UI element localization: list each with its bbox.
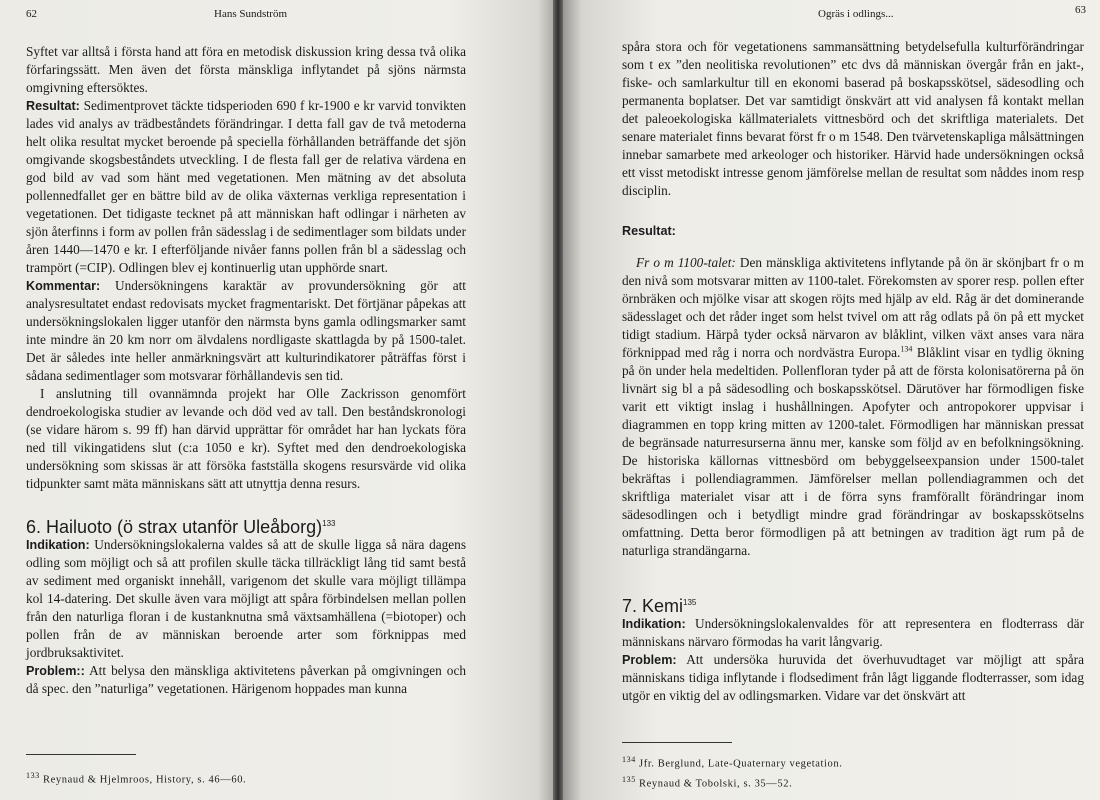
paragraph: spåra stora och för vegetationens sammansättning betydelsefulla kulturförändringar som t ex ”den neolitiska revolutionen” etc dvs då människan övergår från en jakt-, fiske- och samlarkultur till en ekonomi baserad på boskapsskötsel, sädesodling och permanenta boplatser. Det var samtidigt önskvärt att vid analysen få kontakt mellan det paleoekologiska källmaterialets vittnesbörd och det skriftliga materialets. Det senare materialet finns bevarat först fr o m 1548. Den tvärvetenskapliga målsättningen innebar samarbete med arkeologer och historiker. Härvid hade undersökningen också ett visst metodiskt intresse genom jämförelse mellan de resultat som nåddes inom resp disciplin.	[622, 39, 1084, 198]
right-page	[560, 0, 1100, 800]
footnote-ref: 133	[322, 519, 336, 528]
heading-text: 7. Kemi	[622, 596, 684, 616]
problem-label: Problem::	[26, 664, 85, 678]
footnote-rule	[622, 742, 732, 743]
footnote-number: 134	[622, 755, 636, 764]
left-body-text	[26, 43, 466, 698]
resultat-text: Den mänskliga aktivitetens inflytande på ön är skönjbart fr o m den nivå som motsvarar mitten av 1100-talet. Förekomsten av sporer resp. pollen efter örnbräken och mjölke visar att skogen röjts med hjälp av eld. Råg är det dominerande sädesslaget och det råder inget som helst tvivel om att råg odlats på ön på ett mycket tidigt stadium. Härpå tyder också närvaron av blåklint, vilken växt anses vara nära förknippad med råg i norra och nordvästra Europa.	[622, 255, 1084, 360]
indikation-label: Indikation:	[26, 538, 90, 552]
paragraph: Syftet var alltså i första hand att föra en metodisk diskussion kring dessa två olika förfaringssätt. Men även det första mänskliga inflytandet på sjöns närmsta omgivning eftersöktes.	[26, 44, 466, 95]
page-number: 63	[1075, 4, 1086, 16]
paragraph	[26, 536, 466, 662]
footnote	[26, 768, 246, 788]
footnote-text: Reynaud & Tobolski, s. 35—52.	[635, 778, 793, 789]
footnote-ref: 135	[683, 598, 697, 607]
indikation-text: Undersökningslokalerna valdes så att de skulle ligga så nära dagens odling som möjligt och så att profilen skulle täcka tillräckligt lång tid samt bestå av sediment med organiskt innehåll, varigenom det skulle vara möjligt tillämpa kol 14-datering. Det skulle även vara möjligt att spåra förbindelsen mellan pollen från den naturliga floran i de kustanknutna små växtsamhällena (=biotoper) och pollen från de av människan beroende arter som förknippas med jordbruksaktivitet.	[26, 537, 466, 660]
running-head: Hans Sundström	[214, 8, 288, 20]
paragraph	[26, 277, 466, 385]
footnote-text: Jfr. Berglund, Late-Quaternary vegetation.	[635, 758, 843, 770]
paragraph	[26, 97, 466, 277]
paragraph	[622, 615, 1084, 651]
paragraph	[622, 254, 1084, 560]
book-gutter	[553, 0, 563, 800]
resultat-label: Resultat:	[26, 99, 80, 113]
period-label: Fr o m 1100-talet:	[636, 255, 736, 270]
footnote-text: Reynaud & Hjelmroos, History, s. 46—60.	[39, 774, 247, 786]
kommentar-label: Kommentar:	[26, 279, 101, 293]
right-body-text	[622, 38, 1084, 705]
problem-text: Att belysa den mänskliga aktivitetens påverkan på omgivningen och då spec. den ”naturliga” vegetationen. Härigenom hoppades man kunna	[26, 663, 466, 696]
footnote-number: 133	[26, 771, 40, 780]
footnote-ref: 134	[900, 344, 913, 354]
problem-text: Att undersöka huruvida det överhuvudtaget var möjligt att spåra människans tidiga inflytande i flodsediment från lågt liggande flodterrasser, som idag utgör en viktig del av odlingsmarken. Vidare var det önskvärt att	[622, 652, 1084, 703]
footnote	[622, 772, 842, 792]
page-number: 62	[26, 8, 37, 20]
footnote-rule	[26, 754, 136, 755]
paragraph	[622, 651, 1084, 705]
resultat-text-cont: Blåklint visar en tydlig ökning på ön under hela medeltiden. Pollenfloran tyder på att de första kolonisatörerna på ön livnärt sig bl a på sädesodling och boskapsskötsel. Därutöver har förmodligen fiske varit ett viktigt inslag i hushållningen. Apofyter och antropokorer uppvisar i diagrammen en topp kring mitten av 1200-talet. Förmodligen har människan pressat de begränsade naturresurserna ännu mer, kanske som följd av en befolkningsökning. De historiska källornas vittnesbörd om bebyggelseexpansion under 1500-talet bekräftas i pollendiagrammen. Jämförelser mellan pollendiagrammen och det skriftliga materialet visar att i de förra syns framförallt förändringar inom sädesodlingen och i betydligt mindre grad förändringar av boskapsskötselns omfattning. Detta beror förmodligen på att betningen av tradition ägt rum på de naturliga strandängarna.	[622, 345, 1085, 558]
footnote-number: 135	[622, 774, 636, 784]
section-heading	[622, 594, 1084, 615]
indikation-text: Undersökningslokalenvaldes för att representera en flodterrass där människans närvaro förmodas ha varit långvarig.	[622, 616, 1084, 649]
paragraph: I anslutning till ovannämnda projekt har Olle Zackrisson genomfört dendroekologiska studier av levande och död ved av tall. Den beståndskronologi (se vidare härom s. 99 ff) han därvid upprättar för området har han lyckats föra ned till vikingatidens slut (c:a 1050 e kr). Syftet med den dendroekologiska undersökning som skissas är att försöka fastställa skogens resursvärde vid olika tidpunkter samt mäta människans sätt att utnyttja denna resurs.	[26, 386, 466, 491]
kommentar-text: Undersökningens karaktär av provundersökning gör att analysresultatet endast redovisats mycket fragmentariskt. Det förtjänar påpekas att undersökningslokalen ligger utanför den närmsta byns gamla odlingsmarker samt inte mindre än 20 km norr om älvdalens nordligaste skattlagda by på 1500-talet. Det är således inte heller anmärkningsvärt att kulturindikatorer påträffas först i sådana sedimentlager som motsvarar förhållandevis sen tid.	[26, 278, 466, 383]
heading-text: 6. Hailuoto (ö strax utanför Uleåborg)	[26, 517, 323, 537]
section-heading	[26, 515, 466, 536]
footnotes	[622, 752, 842, 791]
paragraph	[26, 662, 466, 698]
running-head: Ogräs i odlings...	[818, 8, 894, 20]
resultat-label: Resultat:	[622, 224, 676, 238]
indikation-label: Indikation:	[622, 617, 686, 631]
problem-label: Problem:	[622, 653, 677, 667]
footnote	[622, 752, 842, 772]
resultat-text: Sedimentprovet täckte tidsperioden 690 f kr-1900 e kr varvid tonvikten lades vid analys av trädbeståndets förändringar. I detta fall gav de två metoderna helt olika resultat mycket beroende på speciella förhållanden beträffande det sjön omgivande skogsbeståndets utveckling. I de flesta fall ger de relativa värdena en god bild av vad som hänt med vegetationen. Men mätning av det absoluta pollennedfallet ger en bättre bild av de olika växternas verkliga representation i vegetationen. Det tidigaste tecknet på att människan haft odlingar i närheten av sjön återfinns i form av pollen från sädesslag i de sedimentlager som bildats under åren 1440—1470 e kr. I efterföljande nivåer fanns pollen från bl a sädesslag och trampört (=CIP). Odlingen blev ej kontinuerlig utan upphörde snart.	[26, 98, 466, 275]
